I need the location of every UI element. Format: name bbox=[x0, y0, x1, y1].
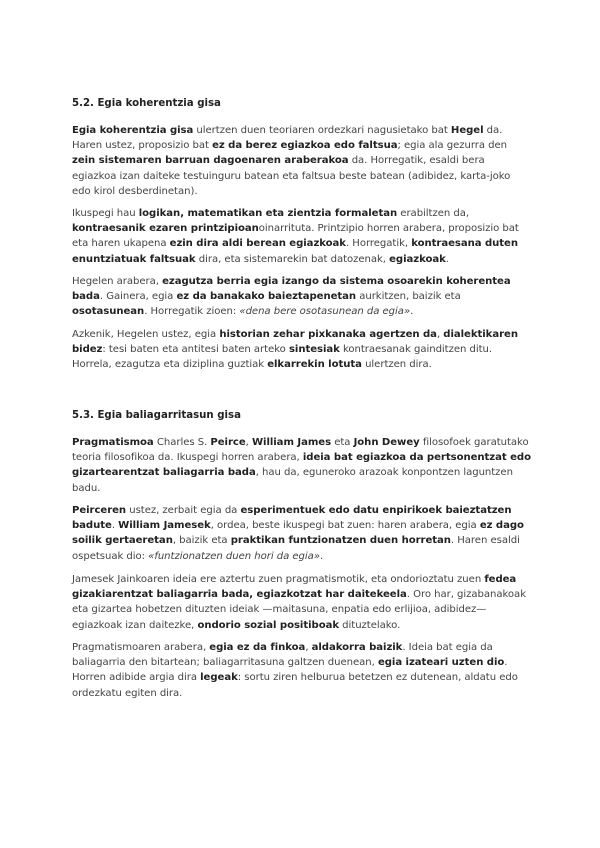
text-run: oinarrituta. Printzipio horren arabera, proposizio bat eta haren ukapena bbox=[72, 223, 519, 250]
text-run: filosofoek garatutako teoria filosofikoa da. Ikuspegi horren arabera, bbox=[72, 437, 529, 464]
text-run: dira, eta sistemarekin bat datozenak, bbox=[195, 253, 390, 265]
text-run: . Oro har, gizabanakoak eta gizartea hobetzen dituzten ideiak —maitasuna, enpatia edo erlijioa, adibidez— egiazkoak izan daitezke, bbox=[72, 589, 526, 631]
text-run: ulertzen dira. bbox=[361, 359, 432, 371]
text-run: Azkenik, Hegelen ustez, egia bbox=[72, 329, 220, 340]
text-run: , bbox=[305, 642, 312, 653]
text-run: ustez, zerbait egia da bbox=[126, 505, 241, 516]
text-run: aurkitzen, baizik eta bbox=[356, 291, 461, 303]
bold-text: egia izateari uzten dio bbox=[377, 657, 505, 669]
bold-text: kontraesanik ezaren printzipioan bbox=[72, 223, 259, 235]
section-heading-5-3: 5.3. Egia baliagarritasun gisa bbox=[72, 410, 241, 421]
text-run: Ikuspegi hau bbox=[72, 208, 139, 219]
bold-text: historian zehar pixkanaka agertzen da bbox=[219, 329, 437, 340]
bold-text: osotasunean bbox=[72, 306, 145, 318]
bold-text: ez da berez egiazkoa edo faltsua bbox=[212, 140, 398, 152]
bold-text: ez da banakako baieztapenetan bbox=[176, 291, 357, 303]
text-run: , bbox=[245, 437, 252, 448]
bold-text: elkarrekin lotuta bbox=[267, 359, 362, 371]
bold-text: ideia bat egiazkoa da pertsonentzat edo gizartearentzat baliagarria bada bbox=[72, 452, 531, 479]
text-run: Pragmatismoaren arabera, bbox=[72, 642, 210, 653]
text-run: . Haren esaldi ospetsuak dio: bbox=[72, 535, 520, 562]
bold-text: fedea gizakiarentzat baliagarria bada, egiazkotzat har daitekeela bbox=[72, 574, 517, 601]
paragraph bbox=[72, 327, 532, 373]
text-run: , bbox=[436, 329, 444, 340]
paragraph bbox=[72, 572, 532, 633]
text-run: ; egia ala gezurra den bbox=[397, 140, 508, 152]
bold-text: Pragmatismoa bbox=[72, 437, 154, 448]
bold-text: logikan, matematikan eta zientzia formaletan bbox=[138, 208, 398, 219]
bold-text: ondorio sozial positiboak bbox=[197, 619, 340, 631]
text-run: ulertzen duen teoriaren ordezkari nagusietako bat bbox=[193, 125, 451, 136]
bold-text: aldakorra baizik bbox=[311, 642, 403, 653]
italic-quote: «funtzionatzen duen hori da egia» bbox=[148, 550, 320, 562]
bold-text: Peirce bbox=[210, 437, 246, 448]
bold-text: ezagutza berria egia izango da sistema osoarekin koherentea bada bbox=[72, 276, 511, 303]
bold-text: ez dago soilik gertaeretan bbox=[72, 520, 524, 547]
text-run: . Horregatik, bbox=[345, 238, 412, 250]
text-run: erabiltzen da, bbox=[397, 208, 470, 219]
text-run: dituztelako. bbox=[339, 619, 401, 631]
text-run: . Gainera, egia bbox=[99, 291, 177, 303]
bold-text: egia ez da finkoa bbox=[209, 642, 306, 653]
text-run: kontraesanak gainditzen ditu. Horrela, ezagutza eta diziplina guztiak bbox=[72, 344, 493, 371]
text-run: . bbox=[445, 253, 449, 265]
text-run: , baizik eta bbox=[172, 535, 231, 547]
text-run: . bbox=[410, 306, 414, 318]
bold-text: kontraesana duten enuntziatuak faltsuak bbox=[72, 238, 518, 265]
bold-text: John Dewey bbox=[353, 437, 420, 448]
text-run: Charles S. bbox=[153, 437, 211, 448]
bold-text: praktikan funtzionatzen duen horretan bbox=[230, 535, 451, 547]
text-run: : sortu ziren helburua betetzen ez dutenean, aldatu edo ordezkatu egiten dira. bbox=[72, 672, 518, 699]
text-run: . bbox=[111, 520, 119, 532]
bold-text: sintesiak bbox=[288, 344, 340, 356]
text-run: . Ideia bat egia da baliagarria den bitartean; baliagarritasuna galtzen duenean, bbox=[72, 642, 493, 669]
paragraph bbox=[72, 640, 532, 701]
bold-text: Hegel bbox=[450, 125, 484, 136]
paragraph bbox=[72, 274, 532, 320]
bold-text: zein sistemaren barruan dagoenaren araberakoa bbox=[72, 155, 349, 167]
paragraph bbox=[72, 206, 532, 267]
text-run: , hau da, eguneroko arazoak konpontzen laguntzen badu. bbox=[72, 467, 513, 494]
section-heading-5-2: 5.2. Egia koherentzia gisa bbox=[72, 98, 221, 109]
bold-text: egiazkoak bbox=[389, 253, 446, 265]
bold-text: William James bbox=[251, 437, 332, 448]
paragraph bbox=[72, 123, 532, 199]
text-run: Hegelen arabera, bbox=[72, 276, 163, 287]
bold-text: dialektikaren bidez bbox=[72, 329, 518, 356]
paragraph bbox=[72, 435, 532, 496]
bold-text: Egia koherentzia gisa bbox=[72, 125, 194, 136]
bold-text: legeak bbox=[200, 672, 238, 684]
text-run: da. Horregatik, esaldi bera egiazkoa izan daiteke testuinguru batean eta faltsua beste batean (adibidez, karta-joko edo kirol desberdinetan). bbox=[72, 155, 511, 197]
bold-text: Peirceren bbox=[72, 505, 127, 516]
bold-text: ezin dira aldi berean egiazkoak bbox=[169, 238, 346, 250]
italic-quote: «dena bere osotasunean da egia» bbox=[239, 306, 411, 318]
text-run: da. Haren ustez, proposizio bat bbox=[72, 125, 503, 152]
bold-text: esperimentuek edo datu enpirikoek baieztatzen badute bbox=[72, 505, 512, 532]
text-run: : tesi baten eta antitesi baten arteko bbox=[102, 344, 289, 356]
bold-text: William Jamesek bbox=[118, 520, 211, 532]
text-run: eta bbox=[331, 437, 354, 448]
text-run: . bbox=[319, 550, 324, 562]
paragraph bbox=[72, 503, 532, 564]
text-run: , ordea, beste ikuspegi bat zuen: haren arabera, egia bbox=[210, 520, 480, 532]
text-run: . Horregatik zioen: bbox=[144, 306, 240, 318]
text-run: . Horren adibide argia dira bbox=[72, 657, 508, 684]
text-run: Jamesek Jainkoaren ideia ere aztertu zuen pragmatismotik, eta ondorioztatu zuen bbox=[72, 574, 485, 585]
